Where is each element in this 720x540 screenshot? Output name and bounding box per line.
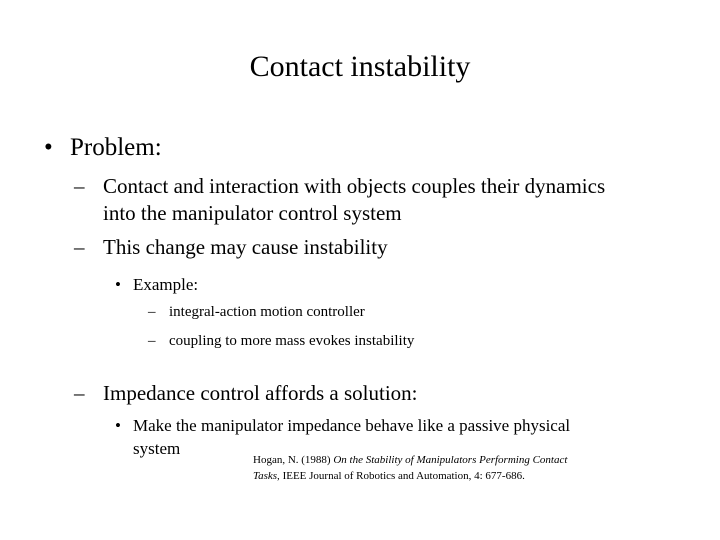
bullet-marker: •: [115, 275, 121, 294]
contact-text-line2: into the manipulator control system: [103, 201, 402, 225]
citation: [253, 452, 567, 469]
example-heading: Example:: [133, 275, 199, 294]
contact-text-line1: Contact and interaction with objects couples their dynamics: [103, 174, 606, 198]
dash-marker: –: [74, 174, 85, 198]
citation-continued: [253, 468, 525, 485]
make-text-line1: Make the manipulator impedance behave like a passive physical: [133, 416, 571, 435]
make-text-line2: system: [133, 439, 181, 458]
citation-title-end: Tasks,: [253, 470, 280, 482]
dash-marker: –: [148, 333, 156, 349]
dash-marker: –: [148, 304, 156, 320]
citation-title: On the Stability of Manipulators Performing Contact: [333, 454, 568, 466]
slide-title: Contact instability: [249, 50, 471, 83]
bullet-marker: •: [44, 134, 53, 161]
change-text: This change may cause instability: [103, 235, 388, 259]
bullet-marker: •: [115, 416, 121, 435]
problem-heading: Problem:: [70, 134, 162, 161]
citation-journal: IEEE Journal of Robotics and Automation, 4: 677-686.: [279, 470, 525, 482]
dash-marker: –: [74, 381, 85, 405]
dash-marker: –: [74, 235, 85, 259]
citation-author: Hogan, N. (1988): [253, 454, 334, 466]
integral-text: integral-action motion controller: [169, 304, 365, 320]
impedance-text: Impedance control affords a solution:: [103, 381, 418, 405]
coupling-text: coupling to more mass evokes instability: [169, 333, 415, 349]
